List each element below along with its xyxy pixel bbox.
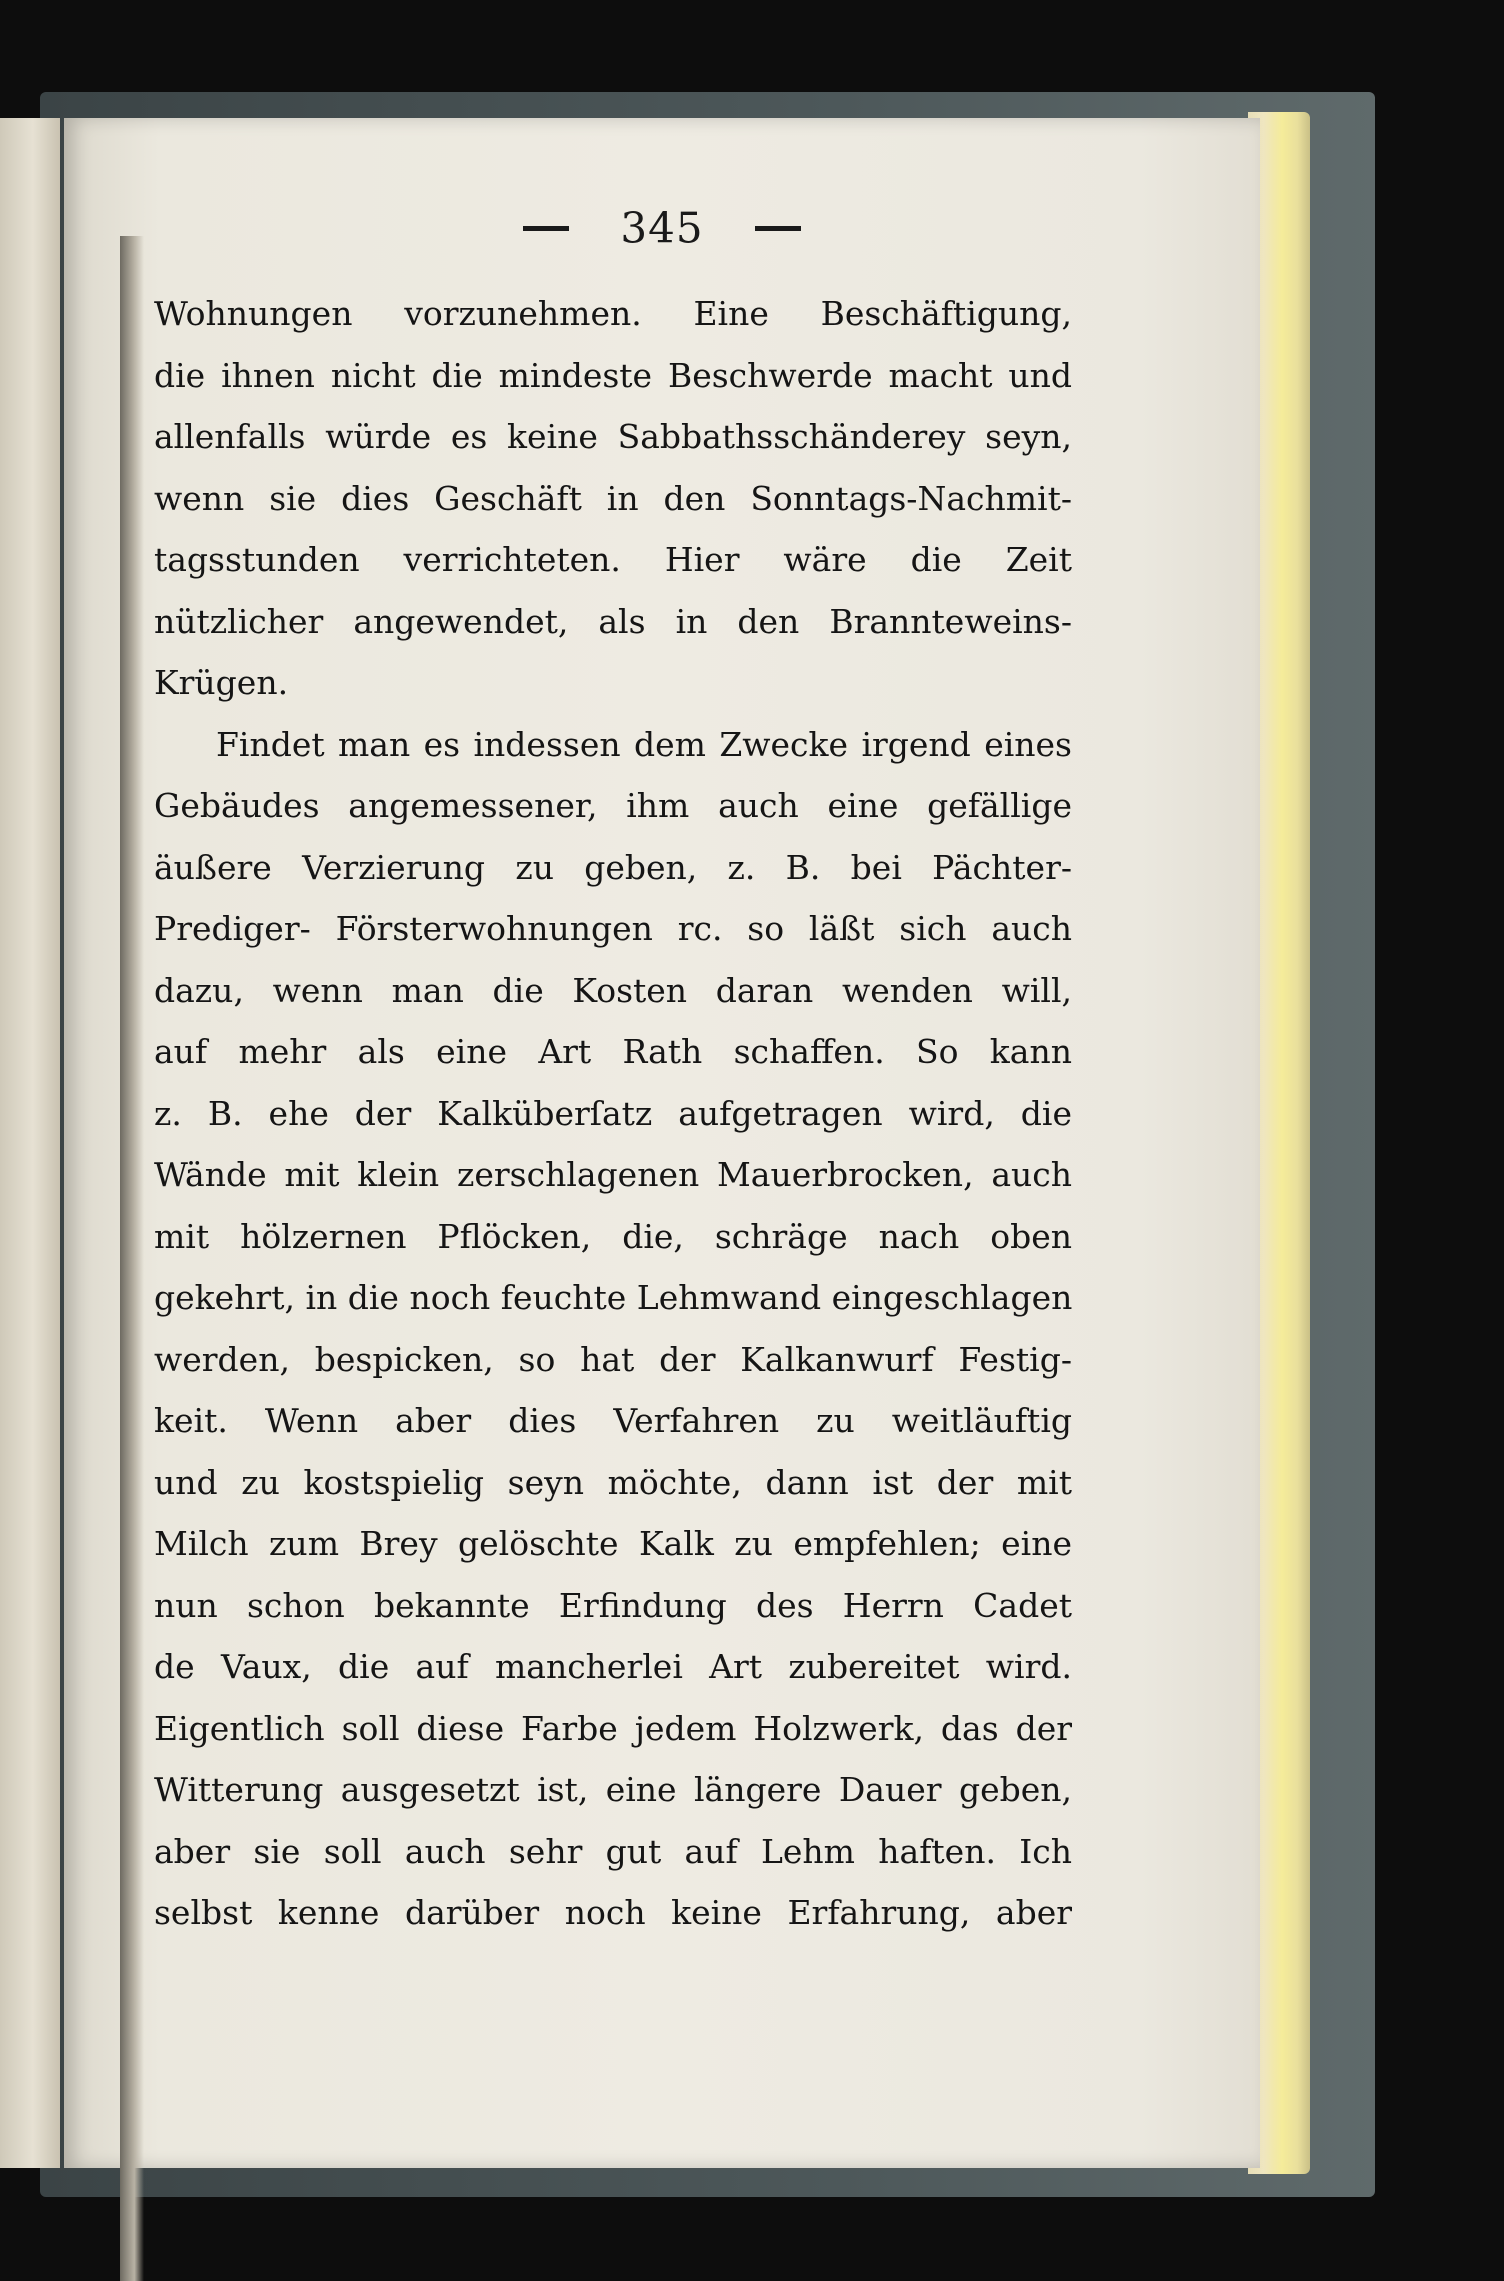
text-line: werden, bespicken, so hat der Kalkanwurf Festig-: [154, 1339, 1072, 1379]
text-line: Wände mit klein zerschlagenen Mauerbrocken, auch: [154, 1155, 1072, 1194]
text-line: gekehrt, in die noch feuchte Lehmwand eingeschlagen: [154, 1278, 1072, 1317]
text-line: nützlicher angewendet, als in den Brannteweins-: [154, 601, 1072, 641]
text-line: aber sie soll auch sehr gut auf Lehm haften. Ich: [154, 1831, 1072, 1871]
text-line: Gebäudes angemessener, ihm auch eine gefällige: [154, 786, 1072, 825]
text-line: dazu, wenn man die Kosten daran wenden will,: [154, 970, 1072, 1010]
text-line: wenn sie dies Geschäft in den Sonntags-Nachmit-: [154, 478, 1072, 518]
previous-page-edge: [0, 118, 60, 2168]
body-text: [154, 283, 1072, 1944]
header-rule-left: [523, 226, 569, 231]
text-line: keit. Wenn aber dies Verfahren zu weitläuftig: [154, 1401, 1072, 1440]
text-line: Prediger- Försterwohnungen rc. so läßt sich auch: [154, 909, 1072, 948]
text-line: selbst kenne darüber noch keine Erfahrung, aber: [154, 1893, 1072, 1932]
gutter-shadow: [120, 236, 144, 2281]
text-line: und zu kostspielig seyn möchte, dann ist der mit: [154, 1462, 1072, 1502]
book-page: [64, 118, 1260, 2168]
text-line: Krügen.: [154, 663, 289, 702]
text-line: auf mehr als eine Art Rath schaffen. So kann: [154, 1032, 1072, 1071]
text-line: Wohnungen vorzunehmen. Eine Beschäftigung,: [154, 294, 1072, 333]
text-line: tagsstunden verrichteten. Hier wäre die Zeit: [154, 540, 1072, 579]
text-line: Findet man es indessen dem Zwecke irgend eines: [216, 724, 1072, 764]
header-rule-right: [755, 226, 801, 231]
page-header: [64, 200, 1260, 260]
text-line: die ihnen nicht die mindeste Beschwerde macht und: [154, 355, 1072, 395]
text-line: Milch zum Brey gelöschte Kalk zu empfehlen; eine: [154, 1524, 1072, 1563]
text-line: z. B. ehe der Kalküberſatz aufgetragen wird, die: [154, 1093, 1072, 1133]
text-line: de Vaux, die auf mancherlei Art zubereitet wird.: [154, 1647, 1072, 1686]
text-line: äußere Verzierung zu geben, z. B. bei Pächter-: [154, 847, 1072, 887]
text-line: mit hölzernen Pflöcken, die, schräge nach oben: [154, 1216, 1072, 1256]
text-line: allenfalls würde es keine Sabbathsschänderey seyn,: [154, 417, 1072, 456]
page-number: 345: [620, 203, 704, 253]
text-line: Eigentlich soll diese Farbe jedem Holzwerk, das der: [154, 1708, 1072, 1748]
text-line: Witterung ausgesetzt ist, eine längere Dauer geben,: [154, 1770, 1072, 1809]
text-line: nun schon bekannte Erfindung des Herrn Cadet: [154, 1585, 1072, 1625]
